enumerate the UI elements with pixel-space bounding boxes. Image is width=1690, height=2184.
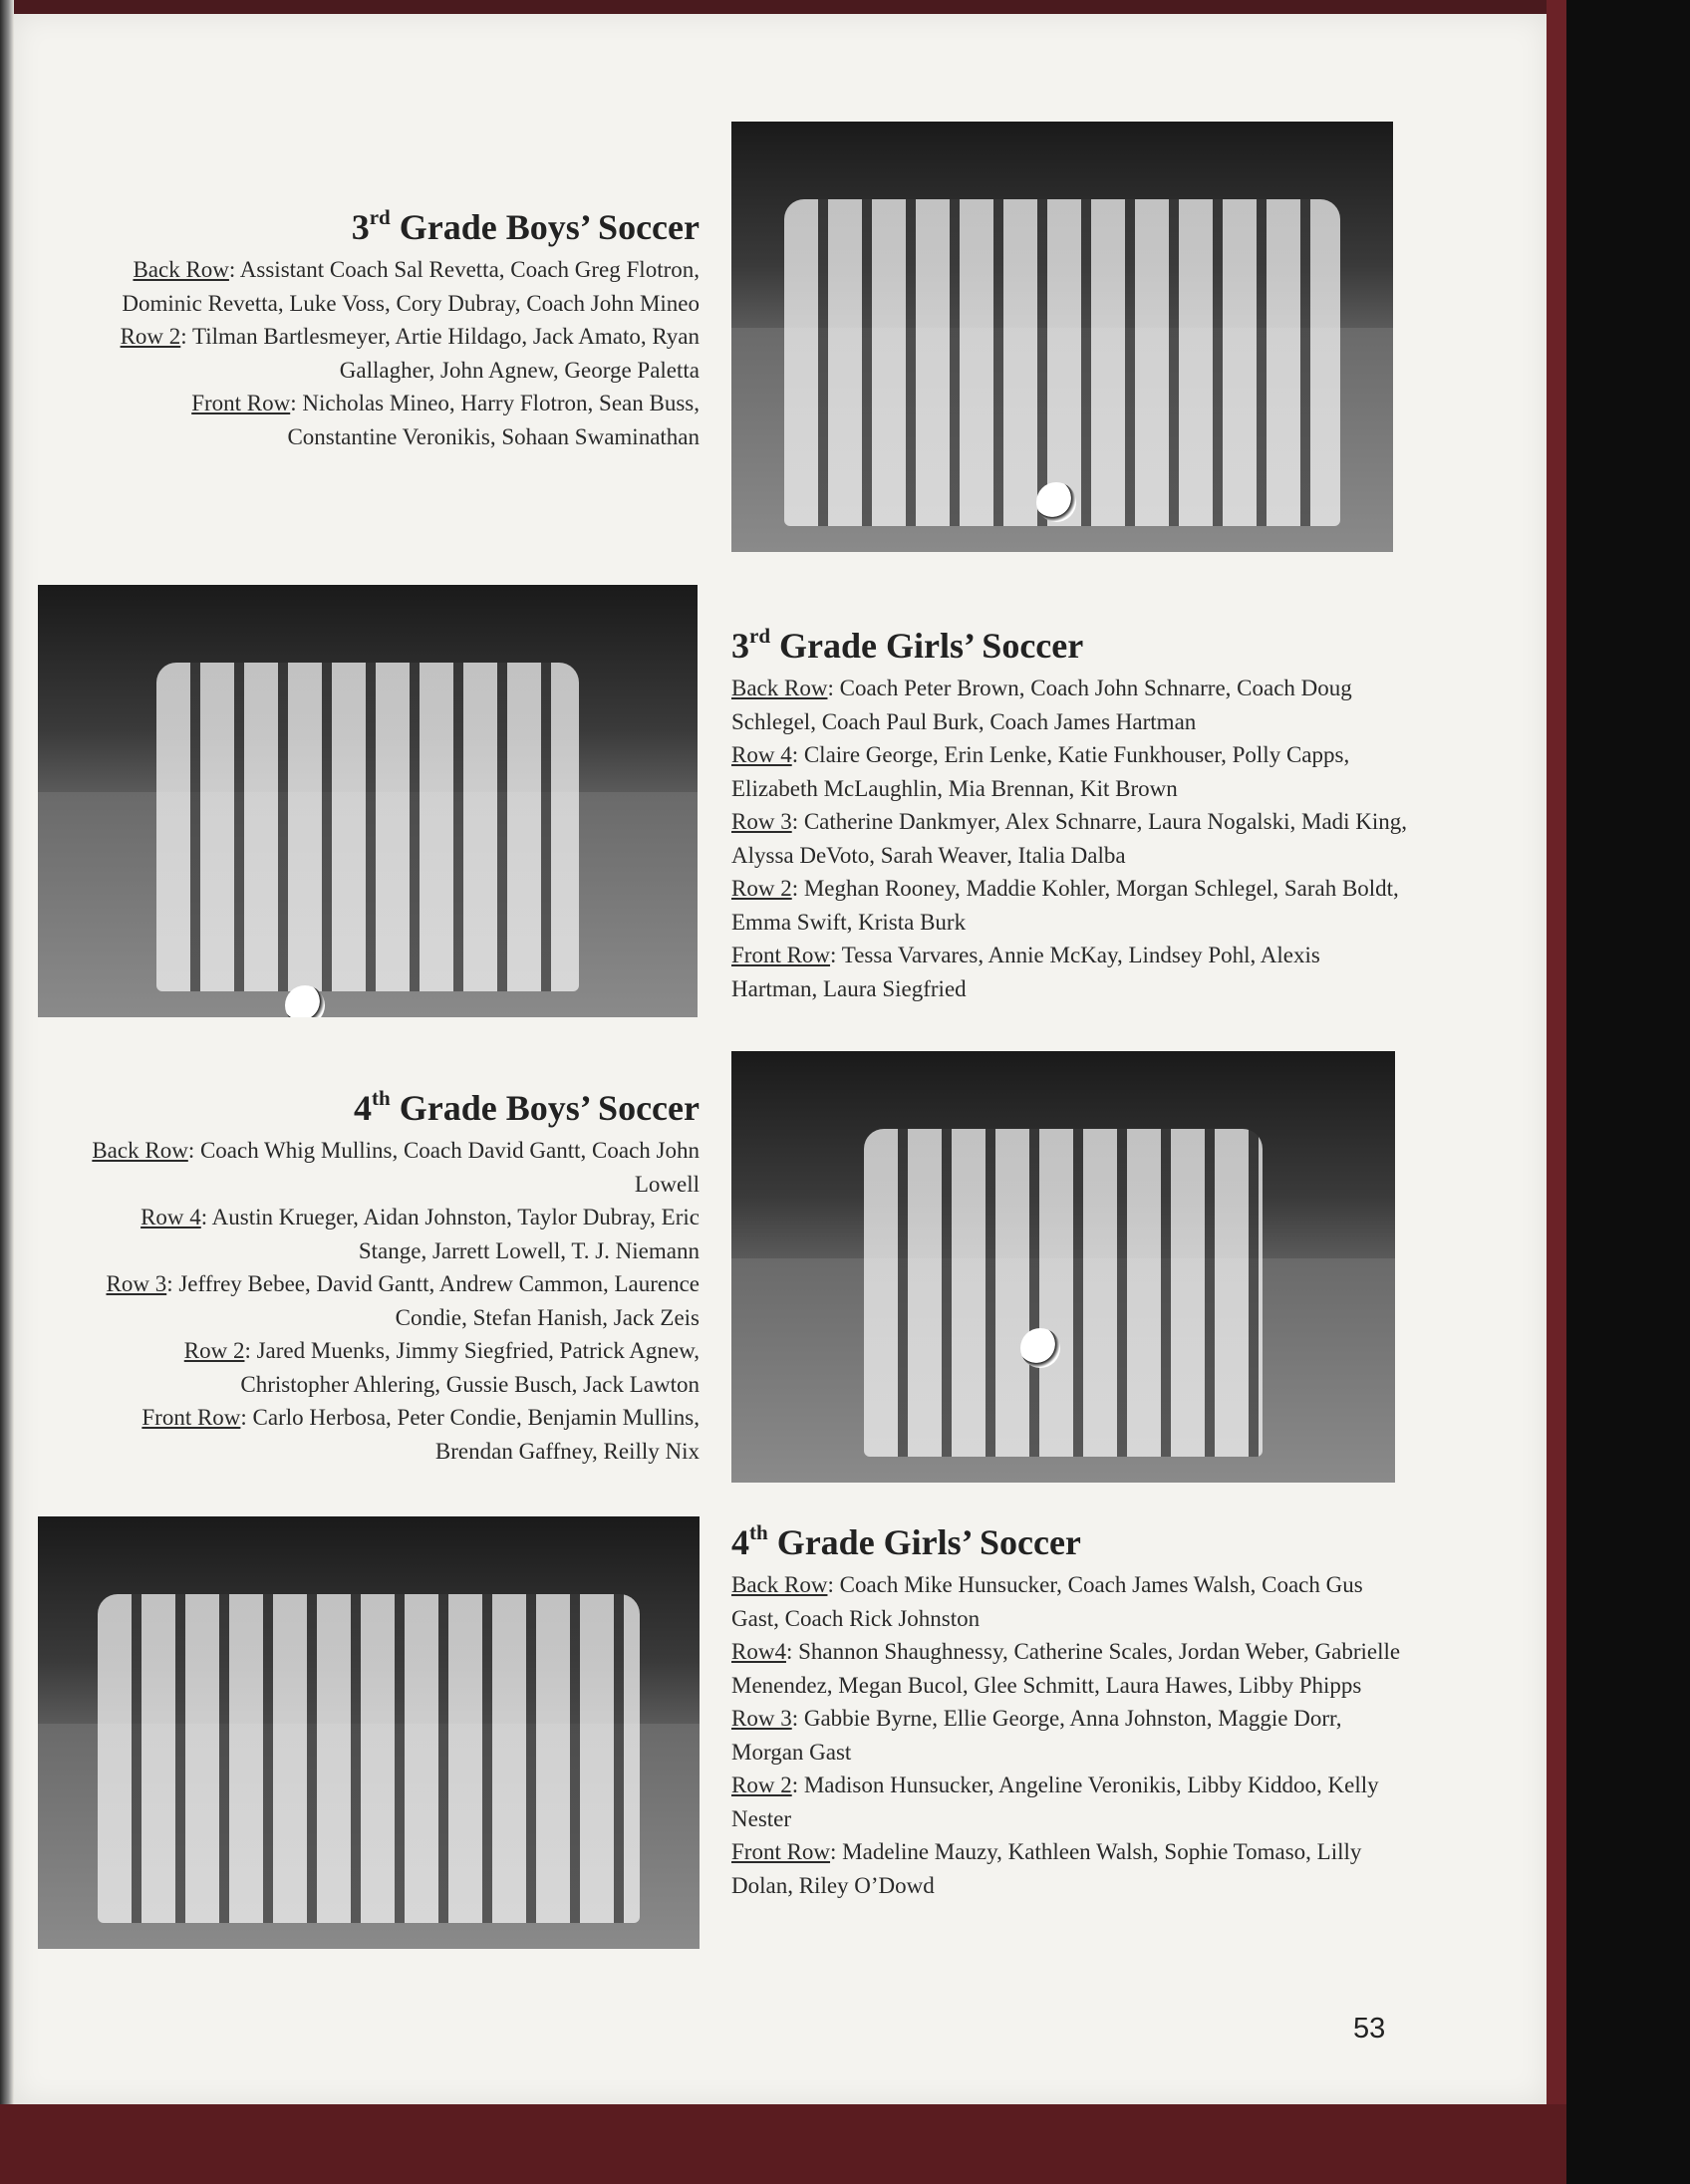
row-names: : Assistant Coach Sal Revetta, Coach Greg Flotron, Dominic Revetta, Luke Voss, Cory Dubray, Coach John Mineo <box>122 257 700 316</box>
caption-4th-grade-girls <box>731 1512 1409 1902</box>
roster-row <box>80 1201 700 1267</box>
row-label: Front Row <box>141 1405 241 1430</box>
roster-row <box>731 1635 1409 1702</box>
section-title <box>731 616 1409 668</box>
roster-row <box>731 939 1409 1005</box>
roster-row <box>731 1568 1409 1635</box>
row-names: : Jared Muenks, Jimmy Siegfried, Patrick Agnew, Christopher Ahlering, Gussie Busch, Jack Lawton <box>240 1338 700 1397</box>
roster-row <box>731 805 1409 872</box>
photo-players <box>864 1129 1263 1457</box>
caption-3rd-grade-girls <box>731 616 1409 1005</box>
roster-row <box>80 1267 700 1334</box>
row-label: Front Row <box>191 391 291 415</box>
roster-row <box>731 738 1409 805</box>
row-label: Row 3 <box>731 809 792 834</box>
row-names: : Coach Peter Brown, Coach John Schnarre, Coach Doug Schlegel, Coach Paul Burk, Coach James Hartman <box>731 676 1352 734</box>
row-names: : Meghan Rooney, Maddie Kohler, Morgan Schlegel, Sarah Boldt, Emma Swift, Krista Burk <box>731 876 1399 935</box>
row-label: Row 4 <box>731 742 792 767</box>
row-label: Front Row <box>731 943 831 967</box>
roster-row <box>80 320 700 387</box>
roster-row <box>80 253 700 320</box>
row-label: Front Row <box>731 1839 831 1864</box>
title-text: Grade Girls’ Soccer <box>770 626 1084 666</box>
cover-edge-right <box>1547 0 1566 2122</box>
row-label: Row 2 <box>120 324 181 349</box>
roster-row <box>80 1334 700 1401</box>
title-text: Grade Boys’ Soccer <box>390 207 700 247</box>
grade-number: 3 <box>351 207 370 247</box>
caption-4th-grade-boys <box>80 1078 700 1468</box>
soccer-ball <box>285 985 325 1017</box>
row-names: : Nicholas Mineo, Harry Flotron, Sean Buss, Constantine Veronikis, Sohaan Swaminathan <box>287 391 700 449</box>
row-label: Back Row <box>92 1138 188 1163</box>
row-names: : Madison Hunsucker, Angeline Veronikis, Libby Kiddoo, Kelly Nester <box>731 1773 1379 1831</box>
team-photo-4th-grade-boys <box>731 1051 1395 1483</box>
row-names: : Claire George, Erin Lenke, Katie Funkhouser, Polly Capps, Elizabeth McLaughlin, Mia Brennan, Kit Brown <box>731 742 1350 801</box>
row-names: : Carlo Herbosa, Peter Condie, Benjamin Mullins, Brendan Gaffney, Reilly Nix <box>240 1405 700 1464</box>
row-names: : Coach Mike Hunsucker, Coach James Walsh, Coach Gus Gast, Coach Rick Johnston <box>731 1572 1363 1631</box>
section-title <box>731 1512 1409 1564</box>
row-names: : Coach Whig Mullins, Coach David Gantt, Coach John Lowell <box>187 1138 700 1197</box>
row-label: Back Row <box>133 257 229 282</box>
grade-number: 4 <box>731 1522 749 1562</box>
soccer-ball <box>1036 482 1076 522</box>
team-photo-4th-grade-girls <box>38 1516 700 1949</box>
roster-row <box>731 1835 1409 1902</box>
photo-players <box>98 1594 641 1923</box>
book-spine-left <box>0 0 14 2184</box>
row-label: Row 2 <box>731 1773 792 1797</box>
row-names: : Gabbie Byrne, Ellie George, Anna Johnston, Maggie Dorr, Morgan Gast <box>731 1706 1342 1765</box>
row-names: : Madeline Mauzy, Kathleen Walsh, Sophie Tomaso, Lilly Dolan, Riley O’Dowd <box>731 1839 1362 1898</box>
row-label: Back Row <box>731 676 828 700</box>
caption-3rd-grade-boys <box>80 197 700 453</box>
row-label: Row4 <box>731 1639 786 1664</box>
section-title <box>80 1078 700 1130</box>
row-label: Back Row <box>731 1572 828 1597</box>
roster-row <box>731 672 1409 738</box>
grade-suffix: th <box>372 1086 391 1110</box>
roster-row <box>80 1134 700 1201</box>
roster-row <box>731 872 1409 939</box>
photo-players <box>156 663 579 991</box>
row-label: Row 2 <box>731 876 792 901</box>
row-label: Row 2 <box>183 1338 245 1363</box>
row-label: Row 4 <box>141 1205 201 1229</box>
row-names: : Tessa Varvares, Annie McKay, Lindsey Pohl, Alexis Hartman, Laura Siegfried <box>731 943 1320 1001</box>
page-number: 53 <box>1353 2013 1386 2045</box>
cover-edge-bottom <box>0 2104 1566 2184</box>
grade-suffix: th <box>749 1520 768 1544</box>
row-names: : Catherine Dankmyer, Alex Schnarre, Laura Nogalski, Madi King, Alyssa DeVoto, Sarah Weaver, Italia Dalba <box>731 809 1408 868</box>
photo-players <box>784 199 1340 526</box>
row-label: Row 3 <box>106 1271 167 1296</box>
soccer-ball <box>1020 1328 1060 1368</box>
roster-row <box>80 1401 700 1468</box>
grade-suffix: rd <box>749 624 770 648</box>
roster-row <box>731 1702 1409 1769</box>
row-names: : Shannon Shaughnessy, Catherine Scales, Jordan Weber, Gabrielle Menendez, Megan Bucol, Glee Schmitt, Laura Hawes, Libby Phipps <box>731 1639 1401 1698</box>
row-names: : Austin Krueger, Aidan Johnston, Taylor Dubray, Eric Stange, Jarrett Lowell, T. J. Niemann <box>200 1205 700 1263</box>
grade-number: 4 <box>354 1088 373 1128</box>
grade-suffix: rd <box>369 205 391 229</box>
grade-number: 3 <box>731 626 749 666</box>
background-right <box>1566 0 1690 2184</box>
team-photo-3rd-grade-girls <box>38 585 698 1017</box>
roster-row <box>731 1769 1409 1835</box>
section-title <box>80 197 700 249</box>
row-label: Row 3 <box>731 1706 792 1731</box>
title-text: Grade Girls’ Soccer <box>767 1522 1081 1562</box>
roster-row <box>80 387 700 453</box>
team-photo-3rd-grade-boys <box>731 122 1393 552</box>
row-names: : Tilman Bartlesmeyer, Artie Hildago, Jack Amato, Ryan Gallagher, John Agnew, George Paletta <box>180 324 700 383</box>
row-names: : Jeffrey Bebee, David Gantt, Andrew Cammon, Laurence Condie, Stefan Hanish, Jack Zeis <box>166 1271 700 1330</box>
title-text: Grade Boys’ Soccer <box>390 1088 700 1128</box>
